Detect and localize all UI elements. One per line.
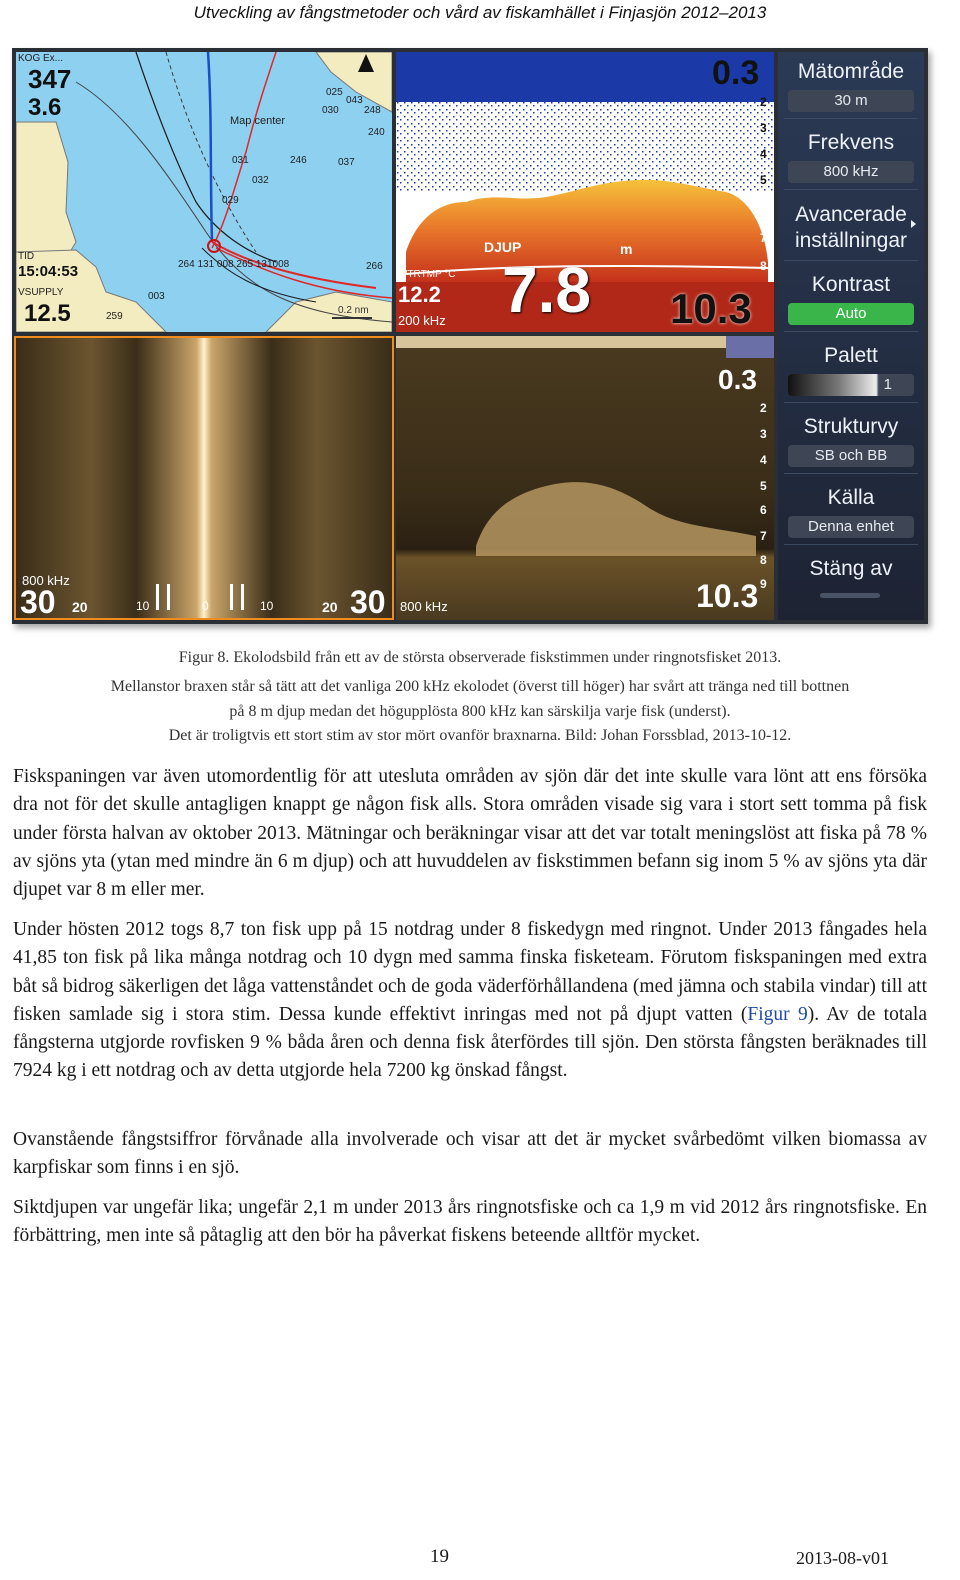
downscan-scale-tick: 7 — [760, 529, 767, 543]
figure-caption-line: på 8 m djup medan det högupplösta 800 kHz kan särskilja varje fisk (underst). — [229, 703, 731, 720]
downscan-scale-tick: 6 — [760, 503, 767, 517]
map-time-value: 15:04:53 — [18, 263, 79, 280]
sonar-200-scale-tick: 5 — [760, 173, 767, 187]
map-speed-value: 347 — [28, 64, 72, 94]
sonar-200-scale-tick: 4 — [760, 147, 767, 161]
sonar-water-temp-value: 12.2 — [398, 282, 441, 307]
sidescan-tick-center: 0 — [202, 599, 209, 613]
menu-item-title: Mätområde — [797, 60, 905, 83]
map-speed-secondary: 3.6 — [28, 94, 62, 121]
menu-item-value: Auto — [788, 303, 914, 325]
downscan-frequency: 800 kHz — [400, 599, 448, 614]
sonar-200-scale-tick: 3 — [760, 121, 767, 135]
sidescan-range-right: 30 — [350, 584, 386, 620]
map-supply-value: 12.5 — [24, 300, 71, 327]
menu-item-title: Avancerade inställningar — [794, 203, 908, 253]
map-coords: 264 131 008 265 131008 — [178, 259, 290, 270]
map-sounding: 031 — [232, 155, 249, 166]
figure-9-link[interactable]: Figur 9 — [747, 1003, 808, 1025]
menu-item-matomrade[interactable] — [784, 52, 918, 119]
figure-caption-line: Figur 8. Ekolodsbild från ett av de största observerade fiskstimmen under ringnotsfisket 2013. — [178, 649, 782, 666]
menu-item-value: 1 — [788, 374, 914, 396]
sonar-depth-label: DJUP — [484, 239, 522, 255]
map-sounding: 266 — [366, 261, 383, 272]
map-sounding: 029 — [222, 195, 239, 206]
body-paragraph-3: Ovanstående fångstsiffror förvånade alla involverade och visar att det är mycket svårbedömt vilken biomassa av karpfiskar som finns i en sjö. — [13, 1129, 927, 1179]
paragraph-text: Under hösten 2012 togs 8,7 ton fisk upp på 15 notdrag under 8 fiskedygn med ringnot. Under 2013 fångades hela 41,85 ton fisk på lika många notdrag och 10 dygn med samma finska fisketeam. Förutom fiskspaningen med extra båt så bidrog säkerligen det låga vattenståndet och de goda väderförhållandena (med jämna och stabila vindar) till att fisken samlade sig i stora stim. Dessa kunde effektivt inringas med not på djupt vatten ( — [13, 919, 927, 1025]
sonar-200-scale-tick: 2 — [760, 95, 767, 109]
sonar-water-temp-label: WTRTMP °C — [398, 269, 456, 280]
menu-item-value: 30 m — [788, 90, 914, 112]
sidescan-range-plus-icon[interactable] — [230, 584, 244, 610]
sonar-settings-menu — [778, 52, 924, 620]
sidescan-tick-mid-right: 10 — [260, 599, 274, 613]
sonar-200-scale-tick: 8 — [760, 259, 767, 273]
sonar-200-scale-tick: 7 — [760, 231, 767, 245]
menu-item-kalla[interactable] — [784, 478, 918, 545]
menu-item-value: SB och BB — [788, 445, 914, 467]
map-sounding: 248 — [364, 105, 381, 116]
echosounder-figure — [12, 48, 928, 624]
sidescan-tick-right: 20 — [322, 599, 338, 615]
sonar-200-range-bottom: 10.3 — [670, 285, 752, 332]
sonar-200-range-top: 0.3 — [712, 54, 760, 92]
document-version: 2013-08-v01 — [796, 1548, 889, 1568]
downscan-scale-tick: 3 — [760, 427, 767, 441]
menu-item-title: Källa — [827, 486, 875, 509]
map-sounding: 246 — [290, 155, 307, 166]
sidescan-tick-mid-left: 10 — [136, 599, 150, 613]
menu-item-stang-av[interactable] — [784, 549, 918, 615]
figure-caption-line: Det är troligtvis ett stort stim av stor mört ovanför braxnarna. Bild: Johan Forssblad, 2013-10-12. — [168, 727, 792, 744]
map-sounding: 025 — [326, 87, 343, 98]
downscan-scale-tick: 9 — [760, 577, 767, 591]
chart-map-panel[interactable] — [16, 52, 392, 332]
body-paragraph-2 — [13, 916, 927, 1086]
map-sounding: 037 — [338, 157, 355, 168]
menu-item-title: Frekvens — [807, 131, 895, 154]
map-sounding: 032 — [252, 175, 269, 186]
sonar-200-frequency: 200 kHz — [398, 313, 446, 328]
map-sounding: 003 — [148, 291, 165, 302]
sonar-200-scale-tick: 6 — [760, 203, 767, 217]
menu-item-title: Stäng av — [809, 557, 893, 580]
map-scale: 0.2 nm — [338, 305, 369, 316]
running-header: Utveckling av fångstmetoder och vård av fiskamhället i Finjasjön 2012–2013 — [193, 3, 767, 22]
sidescan-frequency: 800 kHz — [22, 573, 70, 588]
figure-caption-line: Mellanstor braxen står så tätt att det vanliga 200 kHz ekolodet (överst till höger) har svårt att tränga ned till bottnen — [110, 678, 850, 695]
downscan-scale-tick: 8 — [760, 553, 767, 567]
menu-item-avancerade[interactable] — [784, 194, 918, 261]
menu-item-palett[interactable] — [784, 336, 918, 403]
downscan-scale-tick: 2 — [760, 401, 767, 415]
downscan-scale-tick: 5 — [760, 479, 767, 493]
sonar-depth-unit: m — [620, 241, 633, 257]
sidescan-range-left: 30 — [20, 584, 56, 620]
menu-item-kontrast[interactable] — [784, 265, 918, 332]
map-cog-label: KOG Ex... — [18, 53, 64, 64]
map-supply-label: VSUPPLY — [18, 287, 64, 298]
sidescan-tick-left: 20 — [72, 599, 88, 615]
downscan-scale-tick: 4 — [760, 453, 767, 467]
sidescan-range-minus-icon[interactable] — [156, 584, 170, 610]
map-sounding: 259 — [106, 311, 123, 322]
downscan-range-top: 0.3 — [718, 364, 757, 395]
body-paragraph-1: Fiskspaningen var även utomordentlig för att utesluta områden av sjön där det inte skulle vara lönt att ens försöka dra not för det skulle antagligen knappt ge någon fisk alls. Stora områden visade sig vara i stort sett tomma på fisk under första halvan av oktober 2013. Mätningar och beräkningar visar att det var totalt meningslöst att fiska på 78 % av sjöns yta (ytan med mindre än 6 m djup) och att huvuddelen av fiskstimmen befann sig inom 5 % av sjöns yta där djupet var 8 m eller mer. — [13, 766, 927, 901]
menu-item-title: Palett — [824, 344, 878, 367]
sonar-depth-value: 7.8 — [502, 254, 591, 326]
downscan-range-bottom: 10.3 — [696, 578, 759, 614]
menu-item-strukturvy[interactable] — [784, 407, 918, 474]
submenu-arrow-icon — [911, 220, 916, 228]
menu-item-title: Strukturvy — [803, 415, 899, 438]
menu-item-value: Denna enhet — [788, 516, 914, 538]
map-sounding: 240 — [368, 127, 385, 138]
sonar-200khz-panel[interactable] — [396, 52, 774, 332]
downscan-panel[interactable] — [396, 336, 774, 620]
menu-item-value: 800 kHz — [788, 161, 914, 183]
map-center-label: Map center — [230, 115, 286, 127]
paragraph-text: ). Av de totala fångsterna utgjorde rovfisken 9 % båda åren och denna fisk återfördes till sjön. Den största fångsten beräknades till 7924 kg i ett notdrag och av detta utgjorde hela 7200 kg önskad fångst. — [13, 1003, 927, 1082]
body-paragraph-4: Siktdjupen var ungefär lika; ungefär 2,1 m under 2013 års ringnotsfiske och ca 1,9 m vid 2012 års ringnotsfiske. En förbättring, men inte så påtaglig att den bör ha påverkat fiskens beteende alltför mycket. — [13, 1197, 927, 1247]
page-number: 19 — [430, 1546, 449, 1567]
map-sounding: 043 — [346, 95, 363, 106]
menu-scroll-indicator — [820, 593, 880, 598]
map-sounding: 030 — [322, 105, 339, 116]
menu-item-frekvens[interactable] — [784, 123, 918, 190]
map-time-label: TID — [18, 251, 35, 262]
menu-item-title: Kontrast — [811, 273, 891, 296]
sidescan-panel[interactable] — [14, 336, 394, 620]
